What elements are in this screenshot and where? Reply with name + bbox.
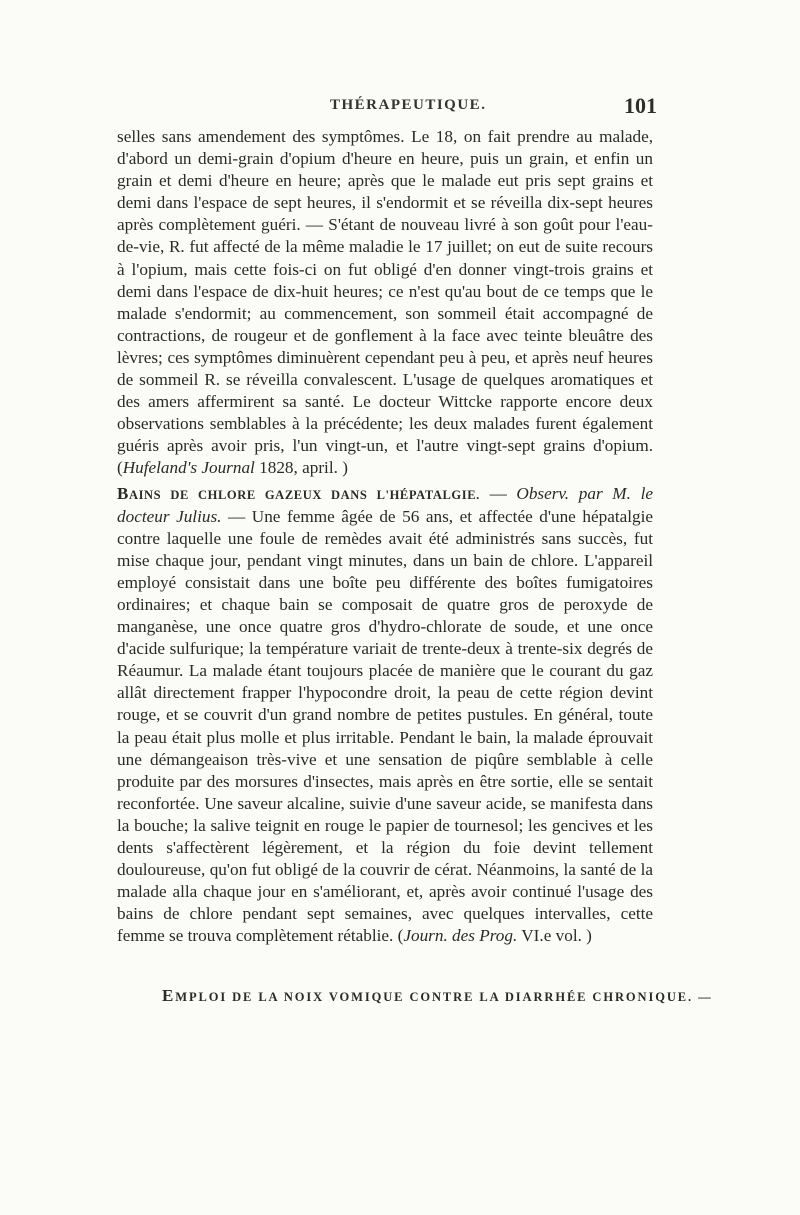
source-date: 1828, april. ) <box>254 458 348 478</box>
page-body <box>117 126 653 947</box>
page-header <box>112 93 662 127</box>
paragraph-chlore-baths <box>117 483 653 948</box>
paragraph-text: selles sans amendement des symptômes. Le 18, on fait prendre au malade, d'abord un demi-grain d'opium d'heure en heure, puis un grain, et enfin un grain et demi d'heure en heure; après que le malade eut pris sept grains et demi dans l'espace de sept heures, il s'endormit et se réveilla dix-sept heures après complètement guéri. — S'étant de nouveau livré à son goût pour l'eau-de-vie, R. fut affecté de la même maladie le 17 juillet; on eut de suite recours à l'opium, mais cette fois-ci on fut obligé d'en donner vingt-trois grains et demi dans l'espace de dix-huit heures; ce n'est qu'au bout de ce temps que le malade s'endormit; au commencement, son sommeil était accompagné de contractions, de rougeur et de gonflement à la face avec teinte bleuâtre des lèvres; ces symptômes diminuèrent cependant peu à peu, et après neuf heures de sommeil R. se réveilla convalescent. L'usage de quelques aromatiques et des amers affermirent sa santé. Le docteur Wittcke rapporte encore deux observations semblables à la précédente; les deux malades furent également guéris après avoir pris, l'un vingt-un, et l'autre vingt-sept grains d'opium. ( <box>117 127 653 478</box>
paragraph-opium-case <box>117 126 653 480</box>
source-citation: Journ. des Prog. <box>403 926 518 946</box>
observer-credit: Observ. par M. le docteur Julius. <box>117 483 653 526</box>
section-heading-noix-vomique: EMPLOI DE LA NOIX VOMIQUE CONTRE LA DIARRHÉE CHRONIQUE. — <box>162 986 713 1005</box>
running-title: THÉRAPEUTIQUE. <box>330 97 487 113</box>
paragraph-text: — Une femme âgée de 56 ans, et affectée d'une hépatalgie contre laquelle une foule de remèdes avait été administrés sans succès, fut mise chaque jour, pendant vingt minutes, dans un bain de chlore. L'appareil employé consistait dans une boîte peu différente des boîtes fumigatoires ordinaires; et chaque bain se composait de quatre gros de peroxyde de manganèse, une once quatre gros d'hydro-chlorate de soude, et une once d'acide sulfurique; la température variait de trente-deux à trente-six degrés de Réaumur. La malade étant toujours placée de manière que le courant du gaz allât directement frapper l'hypocondre droit, la peau de cette région devint rouge, et se couvrit d'un grand nombre de petites pustules. En général, toute la peau était plus molle et plus irritable. Pendant le bain, la malade éprouvait une démangeaison très-vive et une sensation de piqûre semblable à celle produite par des morsures d'insectes, mais après en être sortie, elle se sentait reconfortée. Une saveur alcaline, suivie d'une saveur acide, se manifesta dans la bouche; la salive teignit en rouge le papier de tournesol; les gencives et les dents s'affectèrent légèrement, et la région du foie devint tellement douloureuse, qu'on fut obligé de la couvrir de cérat. Néanmoins, la santé de la malade alla chaque jour en s'améliorant, et, après avoir continué l'usage des bains de chlore pendant sept semaines, avec quelques intervalles, cette femme se trouva complètement rétablie. ( <box>117 506 653 946</box>
page-number: 101 <box>624 93 657 118</box>
heading-dash: — <box>479 483 517 503</box>
source-volume: VI.e vol. ) <box>517 926 592 946</box>
source-citation: Hufeland's Journal <box>122 458 255 478</box>
section-heading-chlore: BAINS DE CHLORE GAZEUX DANS L'HÉPATALGIE. <box>117 483 480 503</box>
